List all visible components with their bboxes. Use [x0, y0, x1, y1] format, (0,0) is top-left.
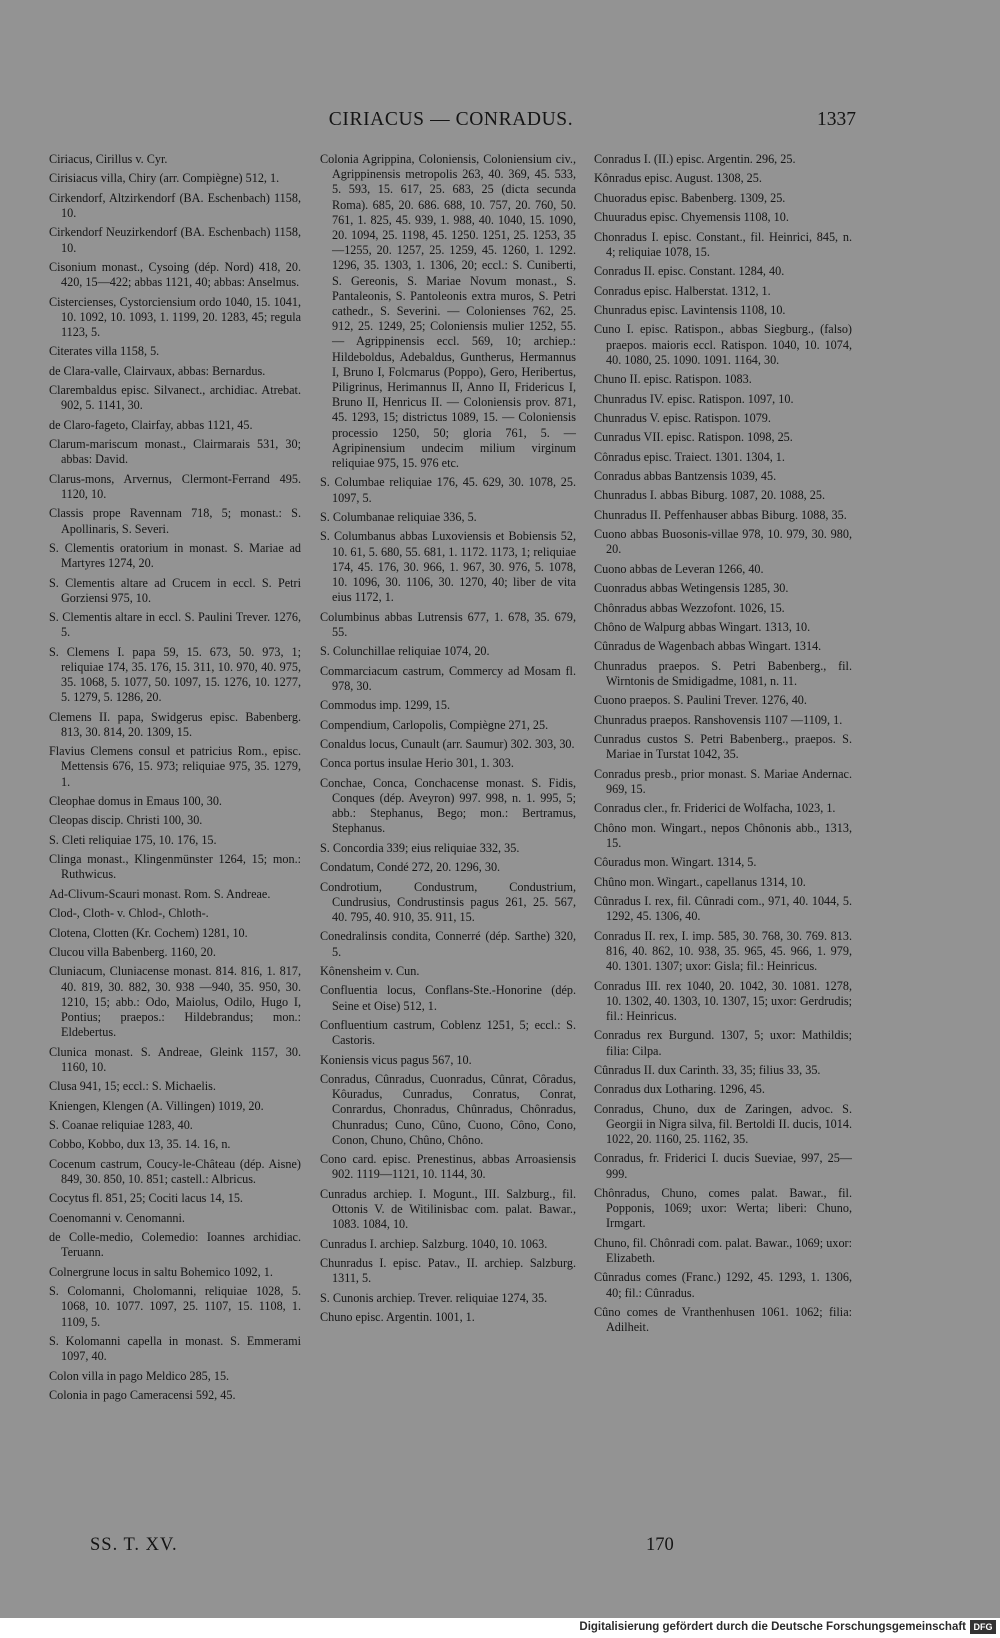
index-entry: Clunica monast. S. Andreae, Gleink 1157, 30. 1160, 10.: [49, 1044, 301, 1074]
index-entry: Cono card. episc. Prenestinus, abbas Arroasiensis 902. 1119—1121, 10. 1144, 30.: [320, 1152, 576, 1182]
index-entry: Conradus abbas Bantzensis 1039, 45.: [594, 469, 777, 484]
index-entry: S. Clemens I. papa 59, 15. 673, 50. 973, 1; reliquiae 174, 35. 176, 15. 311, 10. 970, 40. 975, 35. 1068, 5. 1077, 50. 1097, 15. 1276, 10. 1277, 5. 1279, 5. 1286, 20.: [49, 644, 301, 705]
index-entry: S. Concordia 339; eius reliquiae 332, 35.: [320, 840, 520, 855]
index-entry: Chunradus I. abbas Biburg. 1087, 20. 1088, 25.: [594, 488, 825, 503]
index-entry: Clusa 941, 15; eccl.: S. Michaelis.: [49, 1079, 216, 1094]
index-entry: Conradus, Cûnradus, Cuonradus, Cûnrat, Côradus, Kôuradus, Cunradus, Conratus, Conrat, Conrardus, Chonradus, Chûnradus, Chônradus, Chunradus; Cuno, Cûno, Cuono, Côno, Cono, Conon, Chuno, Chûno, Chôno.: [320, 1071, 576, 1147]
index-entry: Conedralinsis condita, Connerré (dép. Sarthe) 320, 5.: [320, 929, 576, 959]
index-entry: Kônradus episc. August. 1308, 25.: [594, 171, 762, 186]
index-entry: Clod-, Cloth- v. Chlod-, Chloth-.: [49, 906, 209, 921]
index-entry: Cunradus custos S. Petri Babenberg., praepos. S. Mariae in Turstat 1042, 35.: [594, 732, 852, 762]
index-entry: Clarus-mons, Arvernus, Clermont-Ferrand 495. 1120, 10.: [49, 471, 301, 501]
index-entry: Conradus, fr. Friderici I. ducis Sueviae, 997, 25—999.: [594, 1151, 852, 1181]
funding-notice: Digitalisierung gefördert durch die Deutsche Forschungsgemeinschaft: [579, 1621, 966, 1633]
index-entry: de Colle-medio, Colemedio: Ioannes archidiac. Teruann.: [49, 1230, 301, 1260]
index-entry: S. Clementis altare in eccl. S. Paulini Trever. 1276, 5.: [49, 610, 301, 640]
index-entry: S. Colunchillae reliquiae 1074, 20.: [320, 644, 490, 659]
index-column-3: [594, 152, 852, 1340]
index-column-2: [320, 152, 576, 1329]
index-entry: Confluentia locus, Conflans-Ste.-Honorine (dép. Seine et Oise) 512, 1.: [320, 983, 576, 1013]
index-entry: S. Coanae reliquiae 1283, 40.: [49, 1117, 193, 1132]
index-entry: S. Cunonis archiep. Trever. reliquiae 1274, 35.: [320, 1290, 548, 1305]
index-entry: Columbinus abbas Lutrensis 677, 1. 678, 35. 679, 55.: [320, 609, 576, 639]
running-title: CIRIACUS — CONRADUS.: [328, 109, 574, 130]
index-entry: Commarciacum castrum, Commercy ad Mosam fl. 978, 30.: [320, 663, 576, 693]
index-entry: Cistercienses, Cystorciensium ordo 1040, 15. 1041, 10. 1092, 10. 1093, 1. 1199, 20. 1283, 45; regula 1123, 5.: [49, 294, 301, 339]
index-entry: Cônradus episc. Traiect. 1301. 1304, 1.: [594, 449, 785, 464]
index-entry: Conaldus locus, Cunault (arr. Saumur) 302. 303, 30.: [320, 737, 575, 751]
index-entry: Chunradus I. episc. Patav., II. archiep. Salzburg. 1311, 5.: [320, 1255, 576, 1286]
index-entry: Cleopas discip. Christi 100, 30.: [49, 813, 203, 828]
index-entry: Cunradus archiep. I. Mogunt., III. Salzburg., fil. Ottonis V. de Witilinisbac com. palat. Bawar., 1083. 1084, 10.: [320, 1186, 576, 1232]
index-entry: Conradus II. rex, I. imp. 585, 30. 768, 30. 769. 813. 816, 40. 862, 10. 938, 35. 965, 45. 966, 1. 979, 40. 1301. 1307; uxor: Gisla; fil.: Heinricus.: [594, 928, 852, 974]
index-entry: Classis prope Ravennam 718, 5; monast.: S. Apollinaris, S. Severi.: [49, 506, 301, 536]
index-entry: Cirisiacus villa, Chiry (arr. Compiègne) 512, 1.: [49, 171, 280, 186]
index-entry: Compendium, Carlopolis, Compiègne 271, 25.: [320, 717, 549, 732]
index-entry: Clarembaldus episc. Silvanect., archidiac. Atrebat. 902, 5. 1141, 30.: [49, 383, 301, 413]
index-entry: Conradus dux Lotharing. 1296, 45.: [594, 1082, 765, 1097]
index-entry: Chunradus praepos. S. Petri Babenberg., fil. Wirntonis de Smidigadme, 1081, n. 11.: [594, 658, 852, 688]
index-entry: Cuonradus abbas Wetingensis 1285, 30.: [594, 581, 789, 596]
index-entry: Cuono abbas de Leveran 1266, 40.: [594, 561, 764, 576]
index-entry: Condatum, Condé 272, 20. 1296, 30.: [320, 860, 501, 875]
index-entry: Chunradus V. episc. Ratispon. 1079.: [594, 410, 771, 425]
index-entry: Flavius Clemens consul et patricius Rom., episc. Mettensis 676, 15. 973; reliquiae 975, 35. 1279, 1.: [49, 744, 301, 789]
index-entry: Chôno mon. Wingart., nepos Chônonis abb., 1313, 15.: [594, 820, 852, 850]
index-entry: Chuno episc. Argentin. 1001, 1.: [320, 1309, 475, 1324]
index-entry: Condrotium, Condustrum, Condustrium, Cundrusius, Condrustinsis pagus 261, 25. 567, 40. 795, 40. 910, 35. 911, 15.: [320, 879, 576, 924]
index-entry: Clinga monast., Klingenmünster 1264, 15; mon.: Ruthwicus.: [49, 852, 301, 882]
index-entry: Colon villa in pago Meldico 285, 15.: [49, 1368, 230, 1383]
index-entry: Clotena, Clotten (Kr. Cochem) 1281, 10.: [49, 925, 248, 940]
index-entry: Chunradus praepos. Ranshovensis 1107 —1109, 1.: [594, 712, 843, 727]
index-column-1: [49, 152, 301, 1407]
page-footer: [46, 1535, 856, 1561]
index-entry: Ciriacus, Cirillus v. Cyr.: [49, 152, 168, 166]
index-entry: S. Colomanni, Cholomanni, reliquiae 1028, 5. 1068, 10. 1077. 1097, 25. 1107, 15. 1108, 1. 1109, 5.: [49, 1284, 301, 1329]
index-entry: Conca portus insulae Herio 301, 1. 303.: [320, 756, 514, 771]
index-entry: Conradus presb., prior monast. S. Mariae Andernac. 969, 15.: [594, 766, 852, 796]
index-entry: Chonradus I. episc. Constant., fil. Heinrici, 845, n. 4; reliquiae 1078, 15.: [594, 229, 852, 259]
index-entry: Conchae, Conca, Conchacense monast. S. Fidis, Conques (dép. Aveyron) 997. 998, n. 1. 995, 5; abb.: Stephanus, Bego; mon.: Bertramus, Stephanus.: [320, 775, 576, 836]
index-entry: Cûnradus comes (Franc.) 1292, 45. 1293, 1. 1306, 40; fil.: Cûnradus.: [594, 1270, 852, 1300]
index-entry: Cuono abbas Buosonis-villae 978, 10. 979, 30. 980, 20.: [594, 527, 852, 557]
index-entry: Conradus cler., fr. Friderici de Wolfacha, 1023, 1.: [594, 801, 836, 816]
index-entry: Ad-Clivum-Scauri monast. Rom. S. Andreae.: [49, 886, 271, 901]
index-entry: S. Columbae reliquiae 176, 45. 629, 30. 1078, 25. 1097, 5.: [320, 475, 576, 505]
index-entry: Cocytus fl. 851, 25; Cociti lacus 14, 15.: [49, 1191, 243, 1206]
index-entry: Conradus, Chuno, dux de Zaringen, advoc. S. Georgii in Nigra silva, fil. Bertoldi II. ducis, 1014. 1022, 20. 1160, 25. 1162, 35.: [594, 1101, 852, 1147]
index-entry: S. Columbanae reliquiae 336, 5.: [320, 510, 477, 525]
index-entry: Cirkendorf, Altzirkendorf (BA. Eschenbach) 1158, 10.: [49, 190, 301, 220]
index-entry: Coenomanni v. Cenomanni.: [49, 1210, 185, 1225]
index-entry: Conradus III. rex 1040, 20. 1042, 30. 1081. 1278, 10. 1302, 40. 1303, 10. 1307, 15; uxor: Gerdrudis; fil.: Heinricus.: [594, 978, 852, 1023]
index-entry: Kônensheim v. Cun.: [320, 963, 420, 978]
page-number: 1337: [817, 109, 856, 130]
index-entry: Conradus II. episc. Constant. 1284, 40.: [594, 264, 785, 279]
index-entry: Citerates villa 1158, 5.: [49, 344, 160, 359]
index-entry: Clarum-mariscum monast., Clairmarais 531, 30; abbas: David.: [49, 437, 301, 467]
index-entry: Clucou villa Babenberg. 1160, 20.: [49, 945, 216, 960]
index-entry: Chuuradus episc. Chyemensis 1108, 10.: [594, 210, 789, 225]
index-entry: Chôno de Walpurg abbas Wingart. 1313, 10.: [594, 620, 811, 635]
index-entry: Cûno comes de Vranthenhusen 1061. 1062; filia: Adilheit.: [594, 1305, 852, 1335]
sheet-number: 170: [646, 1535, 674, 1555]
index-entry: Commodus imp. 1299, 15.: [320, 698, 451, 713]
index-entry: Chônradus, Chuno, comes palat. Bawar., fil. Popponis, 1069; uxor: Werta; liberi: Chuno, Irmgart.: [594, 1186, 852, 1231]
index-entry: S. Columbanus abbas Luxoviensis et Bobiensis 52, 10. 61, 5. 680, 55. 681, 1. 1172. 1173, 1; reliquiae 174, 45. 176, 30. 966, 1. 967, 30. 976, 5. 1078, 10. 1096, 30. 1106, 30. 1270, 40; liber de vita eius 1172, 1.: [320, 529, 576, 605]
index-entry: Chuoradus episc. Babenberg. 1309, 25.: [594, 190, 786, 205]
index-entry: Conradus I. (II.) episc. Argentin. 296, 25.: [594, 152, 796, 166]
index-entry: de Claro-fageto, Clairfay, abbas 1121, 45.: [49, 417, 253, 432]
index-entry: Cocenum castrum, Coucy-le-Château (dép. Aisne) 849, 30. 850, 10. 851; castell.: Albricus.: [49, 1156, 301, 1186]
index-entry: S. Cleti reliquiae 175, 10. 176, 15.: [49, 832, 217, 847]
dfg-logo-icon: DFG: [970, 1620, 996, 1634]
index-entry: Chunradus IV. episc. Ratispon. 1097, 10.: [594, 391, 794, 406]
index-entry: Chônradus abbas Wezzofont. 1026, 15.: [594, 600, 785, 615]
index-entry: Chunradus II. Peffenhauser abbas Biburg. 1088, 35.: [594, 507, 847, 522]
index-entry: Cleophae domus in Emaus 100, 30.: [49, 794, 222, 809]
attribution-bar: [0, 1618, 1000, 1638]
index-entry: Colnergrune locus in saltu Bohemico 1092, 1.: [49, 1264, 273, 1279]
index-entry: Conradus rex Burgund. 1307, 5; uxor: Mathildis; filia: Cilpa.: [594, 1028, 852, 1058]
index-entry: Colonia Agrippina, Coloniensis, Coloniensium civ., Agrippinensis metropolis 263, 40. 369, 45. 533, 5. 593, 15. 617, 25. 683, 25 (dicta secunda Roma). 685, 20. 686. 688, 10. 757, 20. 760, 50. 761, 1. 825, 45. 939, 1. 988, 40. 1040, 15. 1090, 20. 1094, 25. 1198, 45. 1250. 1251, 25. 1253, 35—1255, 20. 1257, 25. 1259, 45. 1260, 1. 1292. 1296, 35. 1303, 1. 1306, 20; eccl.: S. Cuniberti, S. Gereonis, S. Mariae Novum monast., S. Pantaleonis, S. Pantoleonis extra muros, S. Petri cathedr., S. Severini. — Colonienses 762, 25. 912, 25. 1249, 25; Coloniensis mulier 1252, 55. — Agrippinensis eccl. 569, 10; archiep.: Hildeboldus, Adebaldus, Guntherus, Hermannus I, Bruno I, Folcmarus (Poppo), Gero, Heribertus, Piligrinus, Herimannus II, Anno II, Fridericus I, Bruno II, Henricus II. — Coloniensis prov. 871, 45. 1293, 15; districtus 1089, 15. — Coloniensis processio 1250, 50; gloria 761, 5. — Agripinensium undecim milium virginum reliquiae 975, 15. 976 etc.: [320, 152, 576, 471]
index-entry: Colonia in pago Cameracensi 592, 45.: [49, 1387, 236, 1402]
index-entry: Cûnradus de Wagenbach abbas Wingart. 1314.: [594, 639, 822, 654]
index-entry: Chunradus episc. Lavintensis 1108, 10.: [594, 302, 786, 317]
index-entry: Cuno I. episc. Ratispon., abbas Siegburg., (falso) praepos. maioris eccl. Ratispon. 1040, 10. 1074, 40. 1080, 25. 1090. 1091. 1164, 30.: [594, 322, 852, 367]
index-entry: S. Clementis oratorium in monast. S. Mariae ad Martyres 1274, 20.: [49, 540, 301, 571]
index-entry: Cûnradus II. dux Carinth. 33, 35; filius 33, 35.: [594, 1062, 821, 1077]
index-entry: S. Kolomanni capella in monast. S. Emmerami 1097, 40.: [49, 1333, 301, 1364]
volume-signature: SS. T. XV.: [90, 1535, 178, 1555]
index-entry: Cisonium monast., Cysoing (dép. Nord) 418, 20. 420, 15—422; abbas 1121, 40; abbas: Anselmus.: [49, 259, 301, 290]
index-entry: Cûnradus I. rex, fil. Cûnradi com., 971, 40. 1044, 5. 1292, 45. 1306, 40.: [594, 894, 852, 924]
index-entry: Cluniacum, Cluniacense monast. 814. 816, 1. 817, 40. 819, 30. 882, 30. 938 —940, 35. 950, 30. 1210, 15; abb.: Odo, Maiolus, Odilo, Hugo I, Pontius; praepos.: Hildebrandus; mon.: Eldebertus.: [49, 964, 301, 1040]
index-entry: Chûno mon. Wingart., capellanus 1314, 10.: [594, 874, 806, 889]
page-header: [46, 109, 856, 139]
index-entry: Conradus episc. Halberstat. 1312, 1.: [594, 283, 771, 298]
index-entry: Côuradus mon. Wingart. 1314, 5.: [594, 855, 757, 870]
index-entry: Confluentium castrum, Coblenz 1251, 5; eccl.: S. Castoris.: [320, 1017, 576, 1048]
index-entry: S. Clementis altare ad Crucem in eccl. S. Petri Gorziensi 975, 10.: [49, 575, 301, 605]
index-entry: Kniengen, Klengen (A. Villingen) 1019, 20.: [49, 1098, 264, 1113]
index-entry: Cobbo, Kobbo, dux 13, 35. 14. 16, n.: [49, 1137, 231, 1152]
index-entry: Koniensis vicus pagus 567, 10.: [320, 1052, 472, 1067]
index-entry: Cirkendorf Neuzirkendorf (BA. Eschenbach) 1158, 10.: [49, 225, 301, 255]
index-entry: Cuono praepos. S. Paulini Trever. 1276, 40.: [594, 693, 807, 708]
index-entry: Cunradus VII. episc. Ratispon. 1098, 25.: [594, 430, 793, 445]
index-entry: Chuno II. episc. Ratispon. 1083.: [594, 372, 752, 387]
index-entry: Chuno, fil. Chônradi com. palat. Bawar., 1069; uxor: Elizabeth.: [594, 1235, 852, 1266]
index-entry: Clemens II. papa, Swidgerus episc. Babenberg. 813, 30. 814, 20. 1309, 15.: [49, 709, 301, 739]
index-entry: Cunradus I. archiep. Salzburg. 1040, 10. 1063.: [320, 1236, 548, 1251]
index-entry: de Clara-valle, Clairvaux, abbas: Bernardus.: [49, 363, 266, 378]
